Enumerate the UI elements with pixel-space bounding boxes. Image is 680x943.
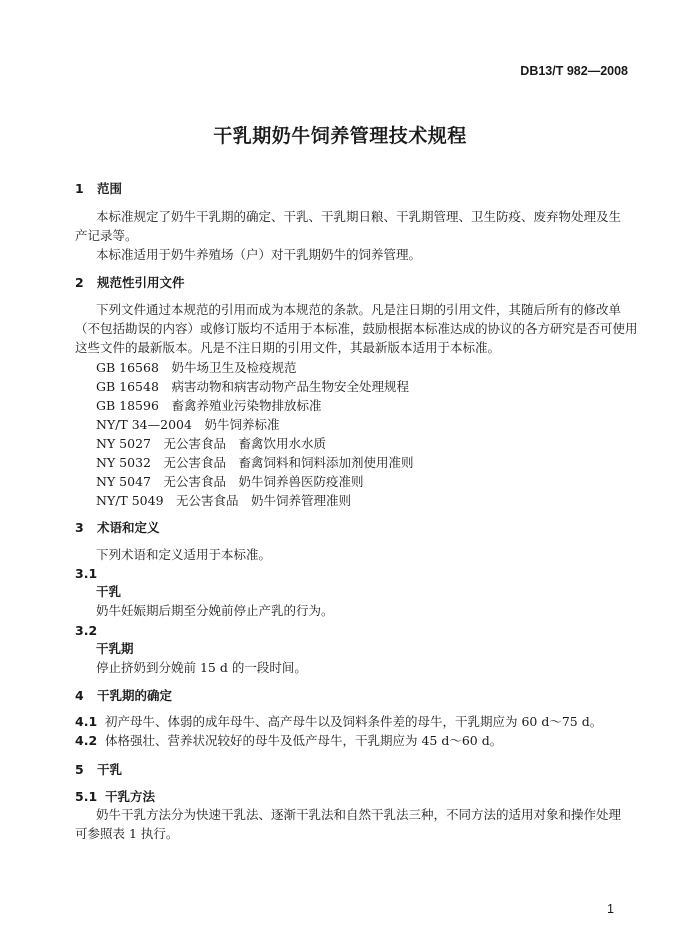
reference-name: 无公害食品 奶牛饲养管理准则 xyxy=(176,493,352,508)
clause-text: 体格强壮、营养状况较好的母牛及低产母牛，干乳期应为 45 d～60 d。 xyxy=(105,733,503,748)
reference-code: GB 16548 xyxy=(96,379,159,394)
paragraph-line: 产记录等。 xyxy=(75,228,138,243)
section-number: 1 xyxy=(75,181,84,196)
reference-code: NY 5032 xyxy=(96,455,151,470)
section-5-heading xyxy=(75,762,122,778)
reference-name: 奶牛饲养标准 xyxy=(204,417,280,432)
paragraph-line: 本标准规定了奶牛干乳期的确定、干乳、干乳期日粮、干乳期管理、卫生防疫、废弃物处理及生 xyxy=(96,209,622,224)
reference-name: 病害动物和病害动物产品生物安全处理规程 xyxy=(171,379,409,394)
page-title: 干乳期奶牛饲养管理技术规程 xyxy=(213,125,467,147)
section-number: 2 xyxy=(75,275,84,290)
page-number: 1 xyxy=(607,902,614,916)
reference-code: GB 18596 xyxy=(96,398,159,413)
reference-name: 无公害食品 奶牛饲养兽医防疫准则 xyxy=(163,474,364,489)
section-4-heading xyxy=(75,688,172,704)
clause-5-1-heading xyxy=(75,789,155,805)
section-title: 规范性引用文件 xyxy=(97,275,185,290)
clause-number: 5.1 xyxy=(75,789,98,804)
reference-name: 无公害食品 畜禽饲料和饲料添加剂使用准则 xyxy=(163,455,414,470)
term-number: 3.1 xyxy=(75,566,98,581)
reference-code: NY/T 5049 xyxy=(96,493,164,508)
term-definition: 停止挤奶到分娩前 15 d 的一段时间。 xyxy=(96,660,307,675)
clause-4-1 xyxy=(75,714,602,730)
section-title: 干乳 xyxy=(97,762,123,777)
paragraph-line: 下列文件通过本规范的引用而成为本规范的条款。凡是注日期的引用文件，其随后所有的修改单 xyxy=(96,302,622,317)
reference-item xyxy=(96,379,409,395)
section-3-heading xyxy=(75,520,160,536)
term-number: 3.2 xyxy=(75,623,98,638)
section-2-heading xyxy=(75,275,185,291)
term-definition: 奶牛妊娠期后期至分娩前停止产乳的行为。 xyxy=(96,603,334,618)
reference-item xyxy=(96,417,279,433)
clause-title: 干乳方法 xyxy=(105,789,156,804)
paragraph-line: （不包括勘误的内容）或修订版均不适用于本标准，鼓励根据本标准达成的协议的各方研究是否可使用 xyxy=(75,321,638,336)
term-name: 干乳期 xyxy=(96,641,134,656)
paragraph-line: 可参照表 1 执行。 xyxy=(75,826,179,841)
paragraph-line: 这些文件的最新版本。凡是不注日期的引用文件，其最新版本适用于本标准。 xyxy=(75,340,501,355)
reference-item xyxy=(96,455,414,471)
reference-name: 奶牛场卫生及检疫规范 xyxy=(171,360,297,375)
reference-code: NY 5027 xyxy=(96,436,151,451)
section-1-heading xyxy=(75,181,122,197)
reference-name: 无公害食品 畜禽饮用水水质 xyxy=(163,436,327,451)
reference-code: NY 5047 xyxy=(96,474,151,489)
reference-item xyxy=(96,360,296,376)
reference-code: NY/T 34—2004 xyxy=(96,417,192,432)
term-name: 干乳 xyxy=(96,584,122,599)
reference-code: GB 16568 xyxy=(96,360,159,375)
document-code: DB13/T 982—2008 xyxy=(520,64,628,78)
section-title: 干乳期的确定 xyxy=(97,688,173,703)
section-title: 术语和定义 xyxy=(97,520,160,535)
reference-item xyxy=(96,493,351,509)
paragraph-line: 本标准适用于奶牛养殖场（户）对干乳期奶牛的饲养管理。 xyxy=(96,247,422,262)
paragraph-line: 下列术语和定义适用于本标准。 xyxy=(96,547,272,562)
section-number: 3 xyxy=(75,520,84,535)
clause-text: 初产母牛、体弱的成年母牛、高产母牛以及饲料条件差的母牛，干乳期应为 60 d～75 d。 xyxy=(105,714,603,729)
section-number: 5 xyxy=(75,762,84,777)
reference-item xyxy=(96,474,364,490)
clause-4-2 xyxy=(75,733,502,749)
reference-item xyxy=(96,398,321,414)
section-title: 范围 xyxy=(97,181,123,196)
reference-item xyxy=(96,436,326,452)
paragraph-line: 奶牛干乳方法分为快速干乳法、逐渐干乳法和自然干乳法三种，不同方法的适用对象和操作处理 xyxy=(96,807,622,822)
section-number: 4 xyxy=(75,688,84,703)
clause-number: 4.2 xyxy=(75,733,98,748)
reference-name: 畜禽养殖业污染物排放标准 xyxy=(171,398,322,413)
clause-number: 4.1 xyxy=(75,714,98,729)
